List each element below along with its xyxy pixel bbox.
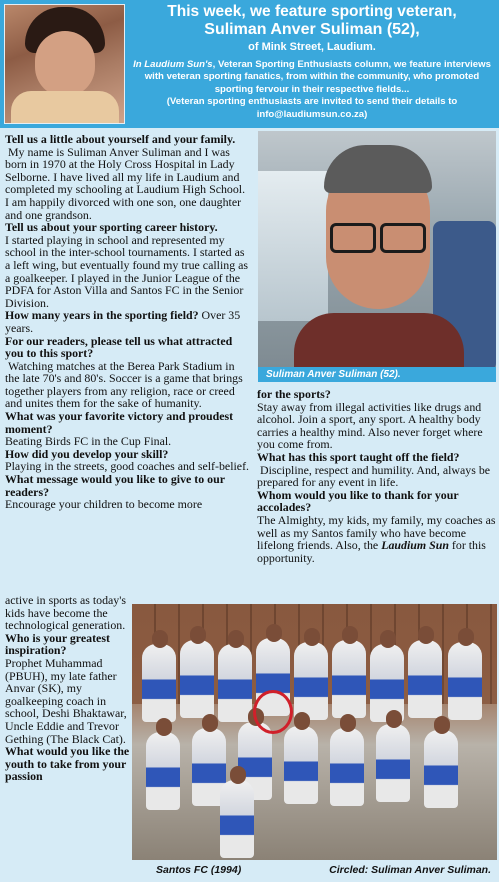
answer: Watching matches at the Berea Park Stadium in the late 70's and 80's. Soccer is a game that brings together players from any religion, race or creed and unites them for the sake of humanity.: [5, 358, 243, 411]
question: What message would you like to give to our readers?: [5, 472, 225, 499]
question: How did you develop your skill?: [5, 446, 169, 461]
question: What would you like the youth to take from your passion: [5, 744, 130, 784]
childhood-photo: [4, 4, 125, 124]
answer: Discipline, respect and humility. And, always be prepared for any event in life.: [257, 462, 491, 490]
question: For our readers, please tell us what attracted you to this sport?: [5, 333, 233, 361]
newspaper-name: Laudium Sun: [381, 538, 449, 553]
question: Who is your greatest inspiration?: [5, 630, 110, 658]
answer: I started playing in school and represented my school in the inter-school tournaments. I started as a left wing, but eventually found my true calling as a goalkeeper. I played in the Junior League of the PDFA for Aston Villa and Santos FC in the Senior Division.: [5, 232, 249, 310]
headline-name: Suliman Anver Suliman (52),: [204, 21, 420, 38]
portrait-caption: Suliman Anver Suliman (52).: [258, 367, 496, 382]
team-caption: [132, 860, 497, 880]
question: What was your favorite victory and proudest moment?: [5, 409, 234, 436]
question: How many years in the sporting field?: [5, 308, 199, 323]
team-caption-right: Circled: Suliman Anver Suliman.: [329, 864, 491, 876]
intro-call: (Veteran sporting enthusiasts are invited to send their details to info@laudiumsun.co.za): [166, 96, 458, 120]
answer: Stay away from illegal activities like drugs and alcohol. Join a sport, any sport. A healthy body carries a healthy mind. Also never forget where you come from.: [257, 399, 483, 452]
answer: active in sports as today's kids have become the technological generation.: [5, 593, 127, 633]
left-narrow-column: [5, 594, 130, 783]
team-photo: [132, 604, 497, 860]
answer: Prophet Muhammad (PBUH), my late father Anvar (SK), my goalkeeping coach in school, Deshi Bhaktawar, Uncle Eddie and Trevor Gething (The Black Cat).: [5, 655, 127, 746]
portrait-photo: [258, 131, 496, 367]
right-column: [257, 388, 497, 564]
answer: Encourage your children to become more: [5, 497, 203, 512]
answer: Beating Birds FC in the Cup Final.: [5, 434, 172, 449]
question: for the sports?: [257, 387, 331, 401]
header-banner: [0, 0, 499, 128]
answer: Over 35 years.: [5, 308, 241, 335]
glasses-icon: [330, 223, 426, 249]
headline-address: of Mink Street, Laudium.: [248, 41, 376, 53]
question: What has this sport taught off the field?: [257, 449, 460, 464]
answer: Playing in the streets, good coaches and self-belief.: [5, 459, 250, 474]
question: Tell us a little about yourself and your family.: [5, 132, 236, 146]
intro-body: , Veteran Sporting Enthusiasts column, we feature interviews with veteran sporting fanatics, from within the community, who promoted sporting fervour in their respective fields...: [144, 59, 491, 95]
left-column: [5, 133, 250, 511]
header-text: [128, 3, 496, 121]
question: Whom would you like to thank for your accolades?: [257, 487, 459, 515]
team-caption-left: Santos FC (1994): [156, 864, 242, 876]
answer: My name is Suliman Anver Suliman and I was born in 1970 at the Holy Cross Hospital in Lady Selborne. I have lived all my life in Laudium and completed my schooling at Laudium High School. I am happily divorced with one son, one daughter and one grandson.: [5, 144, 246, 222]
column-intro: [128, 59, 496, 121]
question: Tell us about your sporting career history.: [5, 220, 218, 235]
intro-lead: In Laudium Sun's: [133, 59, 213, 70]
answer: The Almighty, my kids, my family, my coaches as well as my Santos family who have become lifelong friends. Also, the Laudium Sun for this opportunity.: [257, 512, 496, 565]
headline-line1: This week, we feature sporting veteran,: [167, 3, 457, 20]
highlight-circle: [253, 690, 293, 734]
